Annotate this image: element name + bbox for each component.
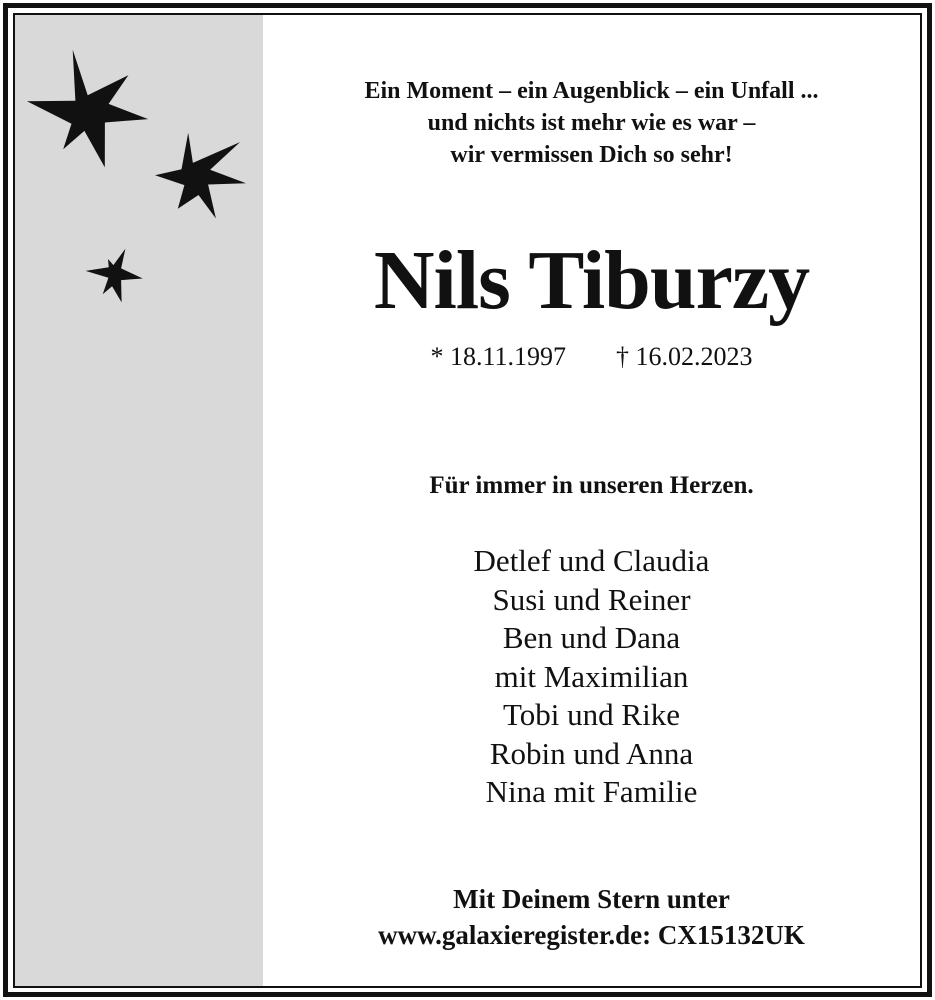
mourner-line: Robin und Anna — [489, 735, 694, 771]
outer-border — [3, 3, 932, 997]
mourner-line: mit Maximilian — [494, 658, 689, 694]
mourner-line: Nina mit Familie — [485, 774, 698, 809]
star-reference-line: www.galaxieregister.de: CX15132UK — [378, 920, 805, 950]
verse-line: und nichts ist mehr wie es war – — [427, 110, 756, 136]
mourner-line: Ben und Dana — [502, 620, 681, 655]
mourner-line: Susi und Reiner — [492, 581, 691, 617]
star-icon — [86, 249, 143, 303]
notice-content — [263, 15, 920, 986]
verse-line: Ein Moment – ein Augenblick – ein Unfall ... — [364, 78, 819, 104]
stars-decoration — [15, 15, 263, 335]
mourners-list — [263, 542, 920, 812]
birth-date: * 18.11.1997 — [430, 342, 567, 371]
mourner-line: Tobi und Rike — [503, 697, 680, 732]
star-icon — [27, 50, 148, 168]
star-icon — [155, 133, 246, 219]
side-panel — [15, 15, 263, 986]
death-date: † 16.02.2023 — [616, 342, 753, 371]
life-dates — [263, 341, 920, 373]
deceased-name: Nils Tiburzy — [373, 234, 810, 327]
inner-border — [13, 13, 922, 988]
tagline: Für immer in unseren Herzen. — [429, 472, 754, 499]
verse-line: wir vermissen Dich so sehr! — [450, 142, 733, 168]
opening-verse — [263, 75, 920, 171]
star-registry-reference — [263, 881, 920, 953]
mourner-line: Detlef und Claudia — [473, 543, 710, 578]
star-reference-line: Mit Deinem Stern unter — [453, 884, 730, 914]
